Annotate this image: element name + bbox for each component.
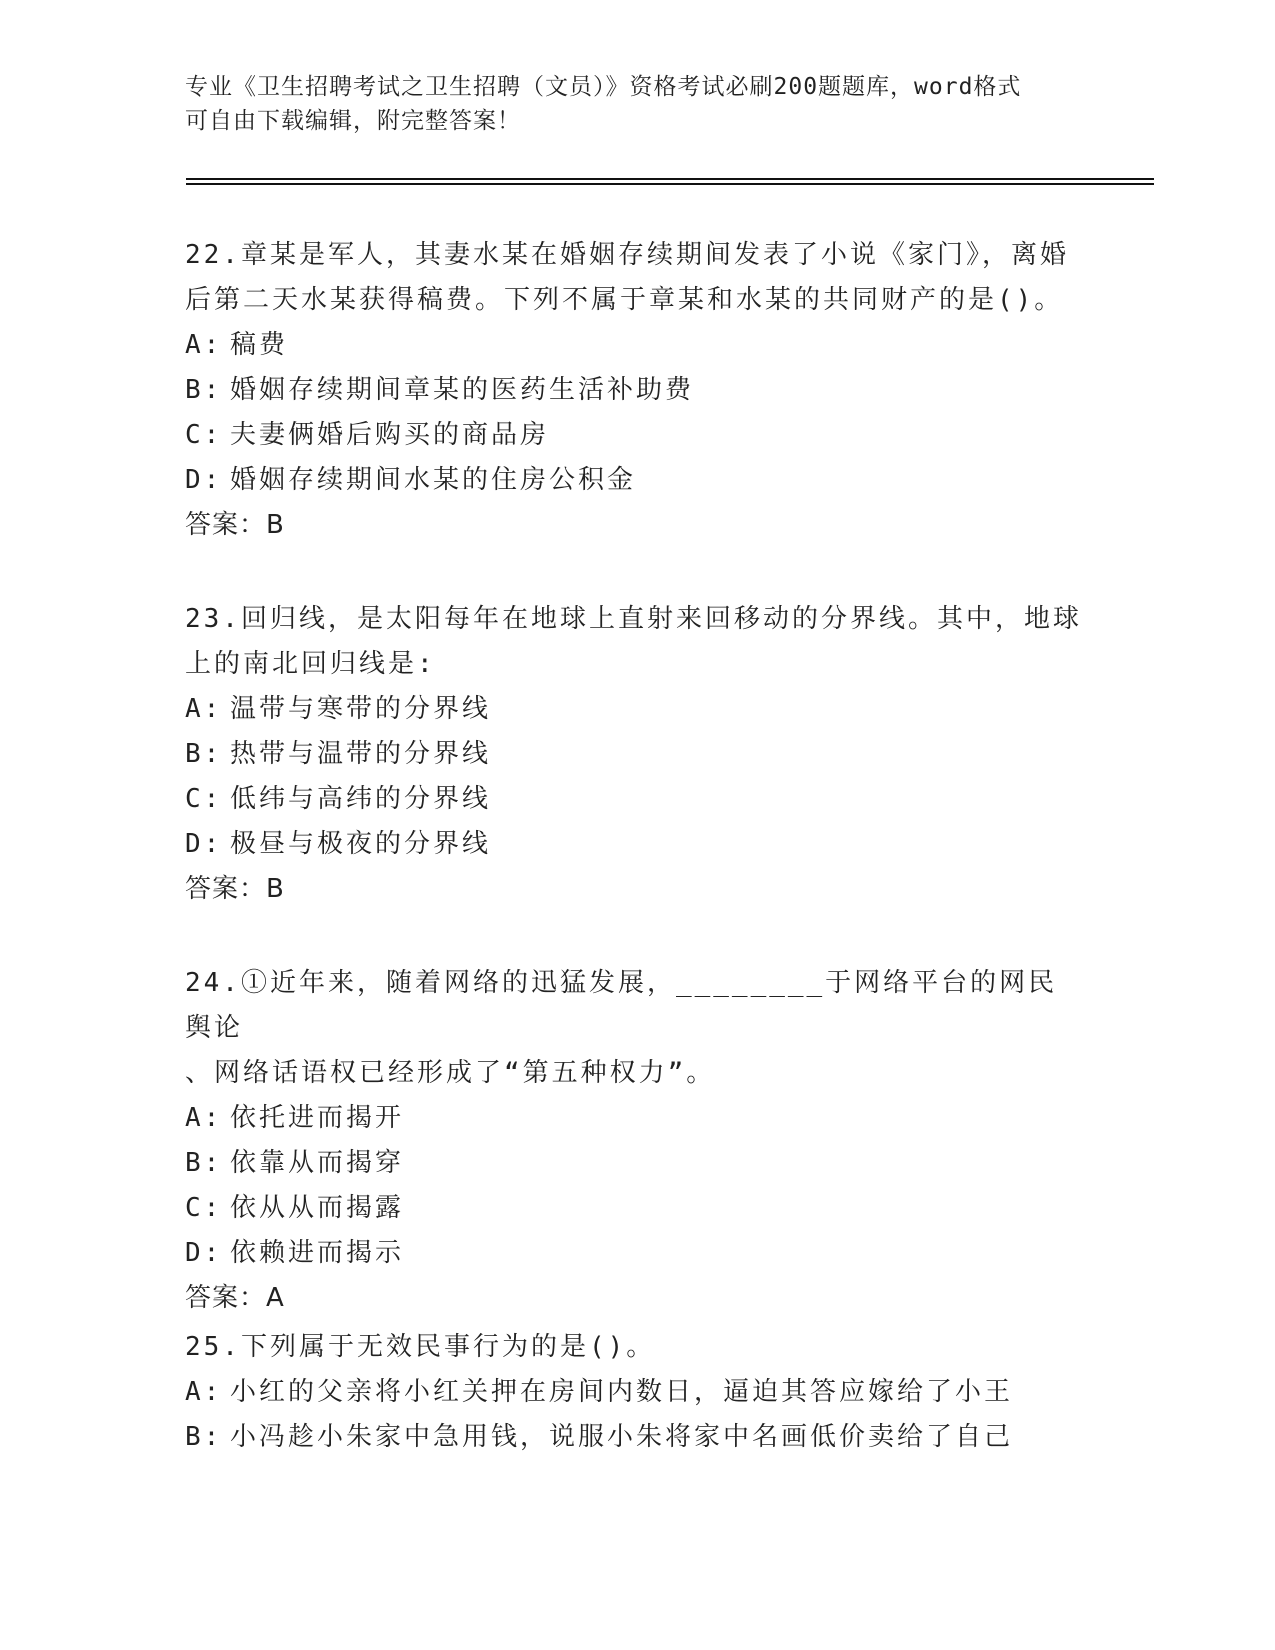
question-22 (185, 233, 1085, 548)
question-24 (185, 961, 1085, 1321)
option-label: B: (185, 1148, 223, 1178)
option-c (185, 777, 1085, 822)
option-label: D: (185, 465, 223, 495)
question-23 (185, 597, 1085, 912)
option-b (185, 368, 1085, 413)
option-c (185, 1186, 1085, 1231)
option-a (185, 1370, 1085, 1415)
question-text-line: 22.章某是军人，其妻水某在婚姻存续期间发表了小说《家门》，离婚 (185, 240, 1069, 270)
answer: 答案：B (185, 874, 285, 904)
option-d (185, 1231, 1085, 1276)
option-c (185, 413, 1085, 458)
option-a (185, 687, 1085, 732)
question-text-line: 上的南北回归线是: (185, 649, 436, 679)
question-text (185, 597, 1085, 687)
header-divider-top (186, 178, 1154, 180)
option-a (185, 1096, 1085, 1141)
header-divider-bottom (186, 183, 1154, 185)
option-label: B: (185, 739, 223, 769)
option-text: 依从从而揭露 (230, 1193, 405, 1223)
option-label: B: (185, 1422, 223, 1452)
option-label: A: (185, 1377, 223, 1407)
question-text-line: 、网络话语权已经形成了“第五种权力”。 (185, 1058, 716, 1088)
option-label: D: (185, 829, 223, 859)
question-text-line: 24.①近年来，随着网络的迅猛发展，________于网络平台的网民舆论 (185, 968, 1058, 1043)
option-b (185, 1415, 1085, 1460)
header-line-2: 可自由下载编辑，附完整答案！ (185, 108, 521, 134)
option-text: 夫妻俩婚后购买的商品房 (230, 420, 550, 450)
question-25 (185, 1325, 1085, 1460)
option-text: 依托进而揭开 (230, 1103, 405, 1133)
option-text: 依赖进而揭示 (230, 1238, 405, 1268)
document-header (185, 70, 1085, 138)
question-text (185, 961, 1085, 1096)
question-text (185, 1325, 1085, 1370)
option-label: B: (185, 375, 223, 405)
option-text: 热带与温带的分界线 (230, 739, 492, 769)
option-text: 低纬与高纬的分界线 (230, 784, 492, 814)
question-text (185, 233, 1085, 323)
answer: 答案：B (185, 510, 285, 540)
option-text: 依靠从而揭穿 (230, 1148, 405, 1178)
header-line-1: 专业《卫生招聘考试之卫生招聘（文员）》资格考试必刷200题题库，word格式 (185, 74, 1022, 100)
option-text: 极昼与极夜的分界线 (230, 829, 492, 859)
option-d (185, 458, 1085, 503)
option-label: D: (185, 1238, 223, 1268)
option-b (185, 732, 1085, 777)
question-text-line: 25.下列属于无效民事行为的是()。 (185, 1332, 656, 1362)
option-label: A: (185, 1103, 223, 1133)
option-text: 婚姻存续期间章某的医药生活补助费 (230, 375, 695, 405)
option-text: 小红的父亲将小红关押在房间内数日，逼迫其答应嫁给了小王 (230, 1377, 1014, 1407)
option-text: 稿费 (230, 330, 289, 360)
option-label: C: (185, 420, 223, 450)
option-label: A: (185, 330, 223, 360)
question-text-line: 后第二天水某获得稿费。下列不属于章某和水某的共同财产的是()。 (185, 285, 1064, 315)
option-text: 温带与寒带的分界线 (230, 694, 492, 724)
option-b (185, 1141, 1085, 1186)
option-label: A: (185, 694, 223, 724)
option-label: C: (185, 784, 223, 814)
option-text: 婚姻存续期间水某的住房公积金 (230, 465, 637, 495)
option-d (185, 822, 1085, 867)
option-a (185, 323, 1085, 368)
option-label: C: (185, 1193, 223, 1223)
question-text-line: 23.回归线，是太阳每年在地球上直射来回移动的分界线。其中，地球 (185, 604, 1082, 634)
answer: 答案：A (185, 1283, 285, 1313)
option-text: 小冯趁小朱家中急用钱，说服小朱将家中名画低价卖给了自己 (230, 1422, 1014, 1452)
